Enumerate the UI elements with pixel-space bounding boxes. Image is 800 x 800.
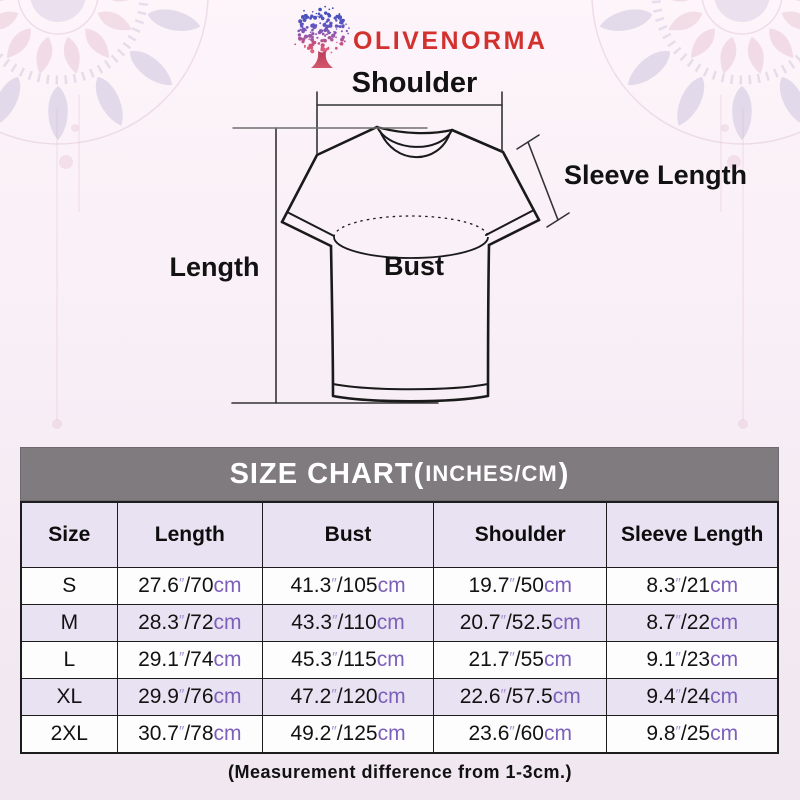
measurement-cell: 8.3″/21cm xyxy=(607,568,778,605)
measurement-cell: 20.7″/52.5cm xyxy=(434,605,607,642)
measurement-cell: 45.3″/115cm xyxy=(262,642,433,679)
column-header-bust: Bust xyxy=(262,502,433,568)
measurement-cell: 8.7″/22cm xyxy=(607,605,778,642)
column-header-size: Size xyxy=(21,502,117,568)
measurement-cell: 28.3″/72cm xyxy=(117,605,262,642)
measurement-cell: 9.8″/25cm xyxy=(607,716,778,754)
size-cell: L xyxy=(21,642,117,679)
column-header-length: Length xyxy=(117,502,262,568)
brand-name: OLIVENORMA xyxy=(353,27,548,55)
size-chart-panel xyxy=(20,447,779,754)
size-chart-title-bar xyxy=(20,447,779,501)
measurement-cell: 30.7″/78cm xyxy=(117,716,262,754)
measurement-cell: 43.3″/110cm xyxy=(262,605,433,642)
measurement-cell: 19.7″/50cm xyxy=(434,568,607,605)
size-cell: S xyxy=(21,568,117,605)
shoulder-label: Shoulder xyxy=(351,67,478,99)
measurement-cell: 41.3″/105cm xyxy=(262,568,433,605)
size-chart-title-units: INCHES/CM xyxy=(425,461,558,486)
table-row xyxy=(21,642,778,679)
size-chart-table xyxy=(20,501,779,754)
header-row xyxy=(21,502,778,568)
measurement-cell: 21.7″/55cm xyxy=(434,642,607,679)
measurement-cell: 9.1″/23cm xyxy=(607,642,778,679)
size-cell: M xyxy=(21,605,117,642)
column-header-sleeve-length: Sleeve Length xyxy=(607,502,778,568)
size-cell: XL xyxy=(21,679,117,716)
length-label: Length xyxy=(169,252,260,282)
size-cell: 2XL xyxy=(21,716,117,754)
measurement-cell: 49.2″/125cm xyxy=(262,716,433,754)
measurement-cell: 22.6″/57.5cm xyxy=(434,679,607,716)
table-row xyxy=(21,716,778,754)
size-chart-title-close: ) xyxy=(558,457,570,490)
measurement-cell: 23.6″/60cm xyxy=(434,716,607,754)
measurement-lines xyxy=(232,92,569,403)
measurement-cell: 47.2″/120cm xyxy=(262,679,433,716)
sleeve-length-label: Sleeve Length xyxy=(564,160,748,190)
table-row xyxy=(21,679,778,716)
size-table-header xyxy=(21,502,778,568)
measurement-cell: 9.4″/24cm xyxy=(607,679,778,716)
measurement-cell: 27.6″/70cm xyxy=(117,568,262,605)
measurement-footnote: (Measurement difference from 1-3cm.) xyxy=(227,762,573,782)
table-row xyxy=(21,605,778,642)
size-table-body xyxy=(21,568,778,754)
measurement-cell: 29.9″/76cm xyxy=(117,679,262,716)
size-chart-title-main: SIZE CHART( xyxy=(229,457,425,490)
measurement-cell: 29.1″/74cm xyxy=(117,642,262,679)
bust-label: Bust xyxy=(384,251,444,281)
table-row xyxy=(21,568,778,605)
column-header-shoulder: Shoulder xyxy=(434,502,607,568)
